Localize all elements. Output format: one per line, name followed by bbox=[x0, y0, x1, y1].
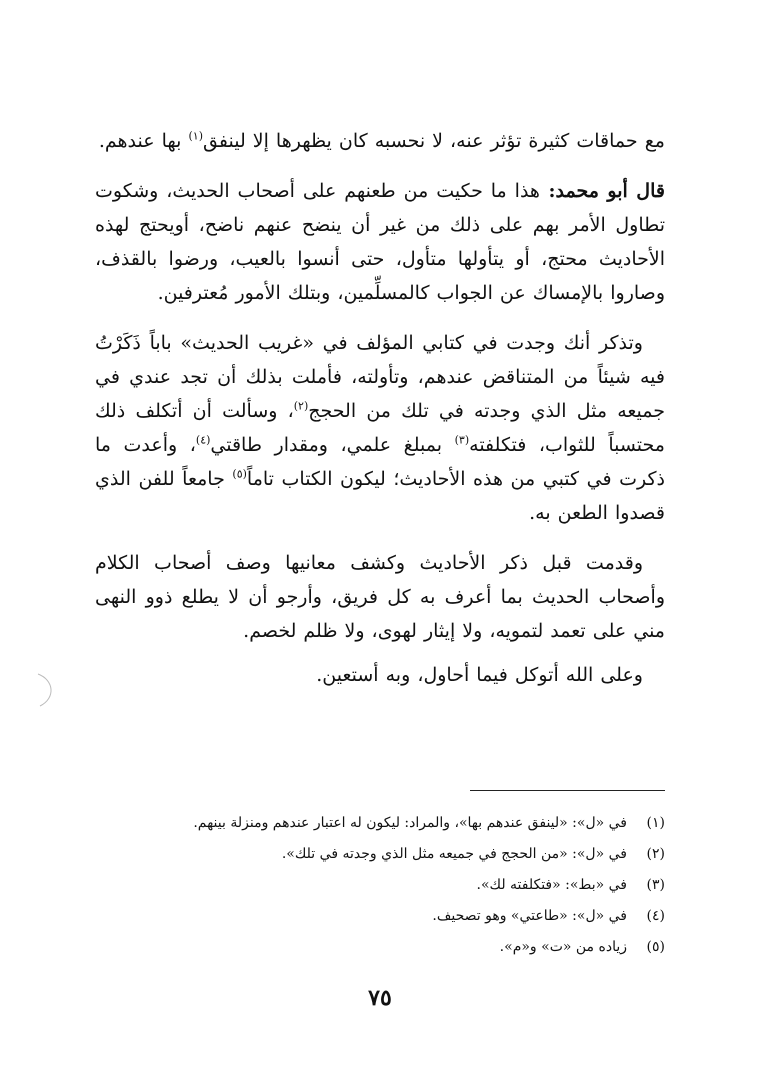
paragraph-1 bbox=[95, 124, 665, 158]
footnote-ref-5[interactable]: (٥) bbox=[232, 467, 247, 481]
footnotes bbox=[95, 808, 665, 963]
paragraph-1-text: مع حماقات كثيرة تؤثر عنه، لا نحسبه كان يظهرها إلا لينفق bbox=[203, 130, 665, 152]
footnote-text: في «بط»: «فتكلفته لك». bbox=[476, 877, 627, 893]
paragraph-5-text: وعلى الله أتوكل فيما أحاول، وبه أستعين. bbox=[316, 664, 643, 686]
footnote-number: (٣) bbox=[646, 877, 665, 893]
paragraph-1-end: بها عندهم. bbox=[98, 130, 189, 152]
footnote-2 bbox=[95, 839, 665, 870]
paragraph-3-part-1: وتذكر أنك وجدت في كتابي المؤلف في «غريب الحديث» باباً ذَكَرْتُ فيه شيئاً من المتناقض عندهم، وتأولته، فأملت بذلك أن تجد عندي في جميعه مثل الذي وجدته في تلك من الحجج bbox=[95, 332, 666, 422]
footnote-ref-4[interactable]: (٤) bbox=[195, 433, 211, 447]
footnote-4 bbox=[95, 901, 665, 932]
footnote-text: في «ل»: «طاعتي» وهو تصحيف. bbox=[432, 908, 627, 924]
paragraph-4 bbox=[95, 546, 665, 648]
paragraph-2 bbox=[95, 174, 665, 310]
footnote-1 bbox=[95, 808, 665, 839]
footnote-number: (١) bbox=[646, 815, 665, 831]
footnote-separator bbox=[470, 790, 665, 791]
paragraph-5 bbox=[95, 658, 665, 692]
paragraph-3 bbox=[95, 326, 665, 530]
paragraph-4-text: وقدمت قبل ذكر الأحاديث وكشف معانيها وصف أصحاب الكلام وأصحاب الحديث بما أعرف به كل فريق، وأرجو أن لا يطلع ذوو النهى مني على تعمد لتمويه، ولا إيثار لهوى، ولا ظلم لخصم. bbox=[95, 552, 665, 642]
page-number: ٧٥ bbox=[368, 985, 392, 1011]
footnote-text: زياده من «ت» و«م». bbox=[499, 939, 627, 955]
footnote-number: (٢) bbox=[646, 846, 665, 862]
footnote-ref-2[interactable]: (٢) bbox=[293, 399, 309, 413]
footnote-number: (٥) bbox=[646, 939, 665, 955]
paragraph-3-part-3: بمبلغ علمي، ومقدار طاقتي bbox=[210, 434, 455, 456]
footnote-3 bbox=[95, 870, 665, 901]
binding-edge-mark bbox=[34, 672, 62, 708]
paragraph-3-part-5: جامعاً للفن الذي قصدوا الطعن به. bbox=[95, 468, 665, 524]
footnote-text: في «ل»: «من الحجج في جميعه مثل الذي وجدته في تلك». bbox=[281, 846, 627, 862]
footnote-ref-1[interactable]: (١) bbox=[188, 129, 204, 143]
footnote-number: (٤) bbox=[646, 908, 665, 924]
paragraph-2-text: هذا ما حكيت من طعنهم على أصحاب الحديث، وشكوت تطاول الأمر بهم على ذلك من غير أن ينضح عنهم ناضح، أويحتج لهذه الأحاديث محتج، أو يتأولها متأول، حتى أنسوا بالعيب، ورضوا بالقذف، وصاروا بالإمساك عن الجواب كالمسلِّمين، وبتلك الأمور مُعترفين. bbox=[95, 180, 665, 304]
paragraph-3-part-4: ، وأعدت ما ذكرت في كتبي من هذه الأحاديث؛ ليكون الكتاب تاماً bbox=[95, 434, 665, 490]
footnote-text: في «ل»: «لينفق عندهم بها»، والمراد: ليكون له اعتبار عندهم ومنزلة بينهم. bbox=[193, 815, 627, 831]
footnote-5 bbox=[95, 932, 665, 963]
footnote-ref-3[interactable]: (٣) bbox=[454, 433, 470, 447]
speaker-lead: قال أبو محمد: bbox=[539, 180, 665, 202]
main-text bbox=[95, 124, 665, 692]
paragraph-3-part-2: ، وسألت أن أتكلف ذلك محتسباً للثواب، فتكلفته bbox=[95, 400, 665, 456]
